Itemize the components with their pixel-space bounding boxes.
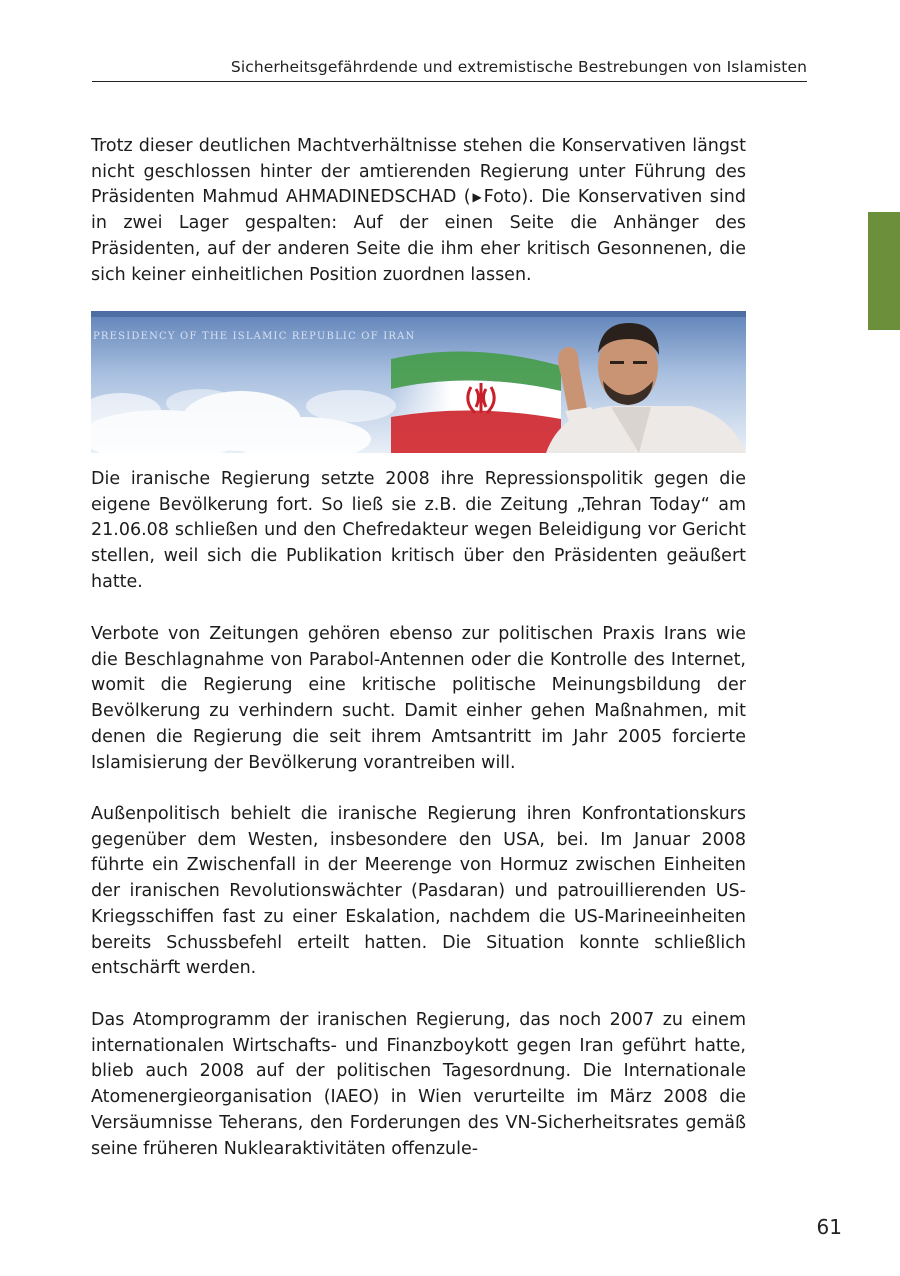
paragraph-1-text-a: Trotz dieser deutlichen Machtverhältnisse stehen die Konservativen längst nicht geschlossen hinter der amtierenden Regierung unter Führung des Präsidenten Mahmud AHMADINEDSCHAD ( — [91, 136, 746, 208]
page-number: 61 — [816, 1215, 842, 1239]
clouds — [91, 389, 396, 453]
paragraph-1 — [91, 134, 746, 288]
paragraph-2: Die iranische Regierung setzte 2008 ihre Repressionspolitik gegen die eigene Bevölkerung fort. So ließ sie z.B. die Zeitung „Tehran Today“ am 21.06.08 schließen und den Chefredakteur wegen Beleidigung vor Gericht stellen, weil sich die Publikation kritisch über den Präsidenten geäußert hatte. — [91, 469, 746, 592]
president-photo-banner — [91, 311, 746, 453]
paragraph-4: Außenpolitisch behielt die iranische Regierung ihren Konfrontationskurs gegenüber dem Westen, insbesondere den USA, bei. Im Januar 2008 führte ein Zwischenfall in der Meerenge von Hormuz zwischen Einheiten der iranischen Revolutionswächter (Pasdaran) und patrouillierenden US-Kriegsschiffen fast zu einer Eskalation, nachdem die US-Marineeinheiten bereits Schussbefehl erteilt hatten. Die Situation konnte schließlich entschärft werden. — [91, 804, 746, 979]
running-header-title: Sicherheitsgefährdende und extremistische Bestrebungen von Islamisten — [230, 58, 807, 76]
paragraph-5: Das Atomprogramm der iranischen Regierung, das noch 2007 zu einem internationalen Wirtschafts- und Finanzboykott gegen Iran geführt hatte, blieb auch 2008 auf der politischen Tagesordnung. Die Internationale Atomenergieorganisation (IAEO) in Wien verurteilte im März 2008 die Versäumnisse Teherans, den Forderungen des VN-Sicherheitsrates gemäß seine früheren Nuklearaktivitäten offenzule- — [91, 1010, 746, 1159]
chapter-tab-marker — [868, 212, 900, 330]
banner-caption-text: PRESIDENCY OF THE ISLAMIC REPUBLIC OF IRAN — [93, 331, 416, 342]
running-header — [92, 58, 807, 82]
paragraph-1-text-b: Foto). Die Konservativen sind in zwei Lager gespalten: Auf der einen Seite die Anhänger des Präsidenten, auf der anderen Seite die ihm eher kritisch Gesonnenen, die sich keiner einheitlichen Position zuordnen lassen. — [91, 187, 746, 285]
arrow-right-icon: ▶ — [470, 190, 484, 205]
paragraph-3: Verbote von Zeitungen gehören ebenso zur politischen Praxis Irans wie die Beschlagnahme von Parabol-Antennen oder die Kontrolle des Internet, womit die Regierung eine kritische politische Meinungsbildung der Bevölkerung zu verhindern sucht. Damit einher gehen Maßnahmen, mit denen die Regierung die seit ihrem Amtsantritt im Jahr 2005 forcierte Islamisierung der Bevölkerung vorantreiben will. — [91, 624, 746, 773]
iran-flag — [391, 351, 561, 453]
